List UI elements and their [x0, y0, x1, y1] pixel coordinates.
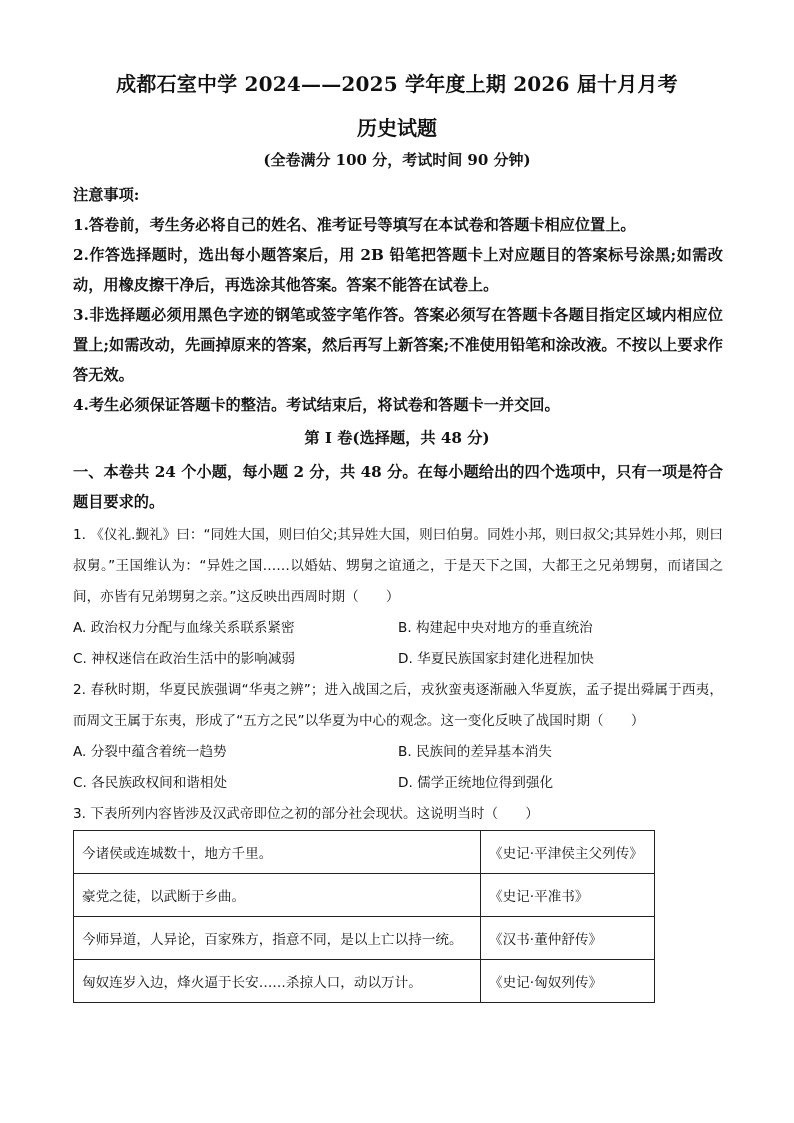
question-stem: 1. 《仪礼.觐礼》曰：“同姓大国，则曰伯父;其异姓大国，则曰伯舅。同姓小邦，则曰叔父;其异姓小邦，则曰叔舅。”王国维认为：“异姓之国……以婚姑、甥舅之谊通之，于是天下之国，大都王之兄弟甥舅，而诸国之间，亦皆有兄弟甥舅之亲。”这反映出西周时期（ ）: [73, 527, 723, 605]
notes-heading: 注意事项:: [73, 186, 140, 204]
option-a: A. 政治权力分配与血缘关系联系紧密: [73, 620, 295, 636]
table-row: [74, 917, 655, 960]
option-c: C. 神权迷信在政治生活中的影响减弱: [73, 651, 296, 667]
question-options: [73, 613, 723, 675]
source-table: [73, 830, 655, 1003]
option-d: D. 华夏民族国家封建化进程加快: [398, 651, 594, 667]
question-options: [73, 737, 723, 799]
exam-subtitle: (全卷满分 100 分，考试时间 90 分钟): [263, 151, 531, 169]
option-b: B. 民族间的差异基本消失: [398, 744, 552, 760]
table-cell-source: 《史记·平准书》: [481, 874, 655, 917]
option-b: B. 构建起中央对地方的垂直统治: [398, 620, 593, 636]
exam-title: 成都石室中学 2024——2025 学年度上期 2026 届十月月考: [116, 72, 678, 96]
table-cell-content: 豪党之徒，以武断于乡曲。: [74, 874, 481, 917]
section-intro: 一、本卷共 24 个小题，每小题 2 分，共 48 分。在每小题给出的四个选项中，只有一项是符合题目要求的。: [73, 463, 723, 511]
table-cell-source: 《史记·平津侯主父列传》: [481, 831, 655, 874]
table-cell-content: 今师异道，人异论，百家殊方，指意不同，是以上亡以持一统。: [74, 917, 481, 960]
section-heading: 第 I 卷(选择题，共 48 分): [304, 429, 490, 447]
table-cell-content: 今诸侯或连城数十，地方千里。: [74, 831, 481, 874]
notes-item: 2.作答选择题时，选出每小题答案后，用 2B 铅笔把答题卡上对应题目的答案标号涂黑;如需改动，用橡皮擦干净后，再选涂其他答案。答案不能答在试卷上。: [73, 246, 723, 294]
table-cell-content: 匈奴连岁入边，烽火逼于长安……杀掠人口，动以万计。: [74, 960, 481, 1003]
table-row: [74, 960, 655, 1003]
question-stem: 2. 春秋时期，华夏民族强调“华夷之辨”；进入战国之后，戎狄蛮夷逐渐融入华夏族，孟子提出舜属于西夷，而周文王属于东夷，形成了“五方之民”以华夏为中心的观念。这一变化反映了战国时期（ ）: [73, 682, 723, 729]
table-cell-source: 《史记·匈奴列传》: [481, 960, 655, 1003]
table-cell-source: 《汉书·董仲舒传》: [481, 917, 655, 960]
exam-subject: 历史试题: [357, 116, 437, 140]
option-d: D. 儒学正统地位得到强化: [398, 775, 554, 791]
notes-item: 1.答卷前，考生务必将自己的姓名、准考证号等填写在本试卷和答题卡相应位置上。: [73, 216, 636, 234]
notes-item: 3.非选择题必须用黑色字迹的钢笔或签字笔作答。答案必须写在答题卡各题目指定区域内相应位置上;如需改动，先画掉原来的答案，然后再写上新答案;不准使用铅笔和涂改液。不按以上要求作答无效。: [73, 306, 723, 384]
option-a: A. 分裂中蕴含着统一趋势: [73, 744, 227, 760]
notes-block: [73, 180, 723, 420]
table-row: [74, 831, 655, 874]
notes-item: 4.考生必须保证答题卡的整洁。考试结束后，将试卷和答题卡一并交回。: [73, 396, 560, 414]
question-stem: 3. 下表所列内容皆涉及汉武帝即位之初的部分社会现状。这说明当时（ ）: [73, 806, 539, 822]
table-row: [74, 874, 655, 917]
option-c: C. 各民族政权间和谐相处: [73, 775, 228, 791]
